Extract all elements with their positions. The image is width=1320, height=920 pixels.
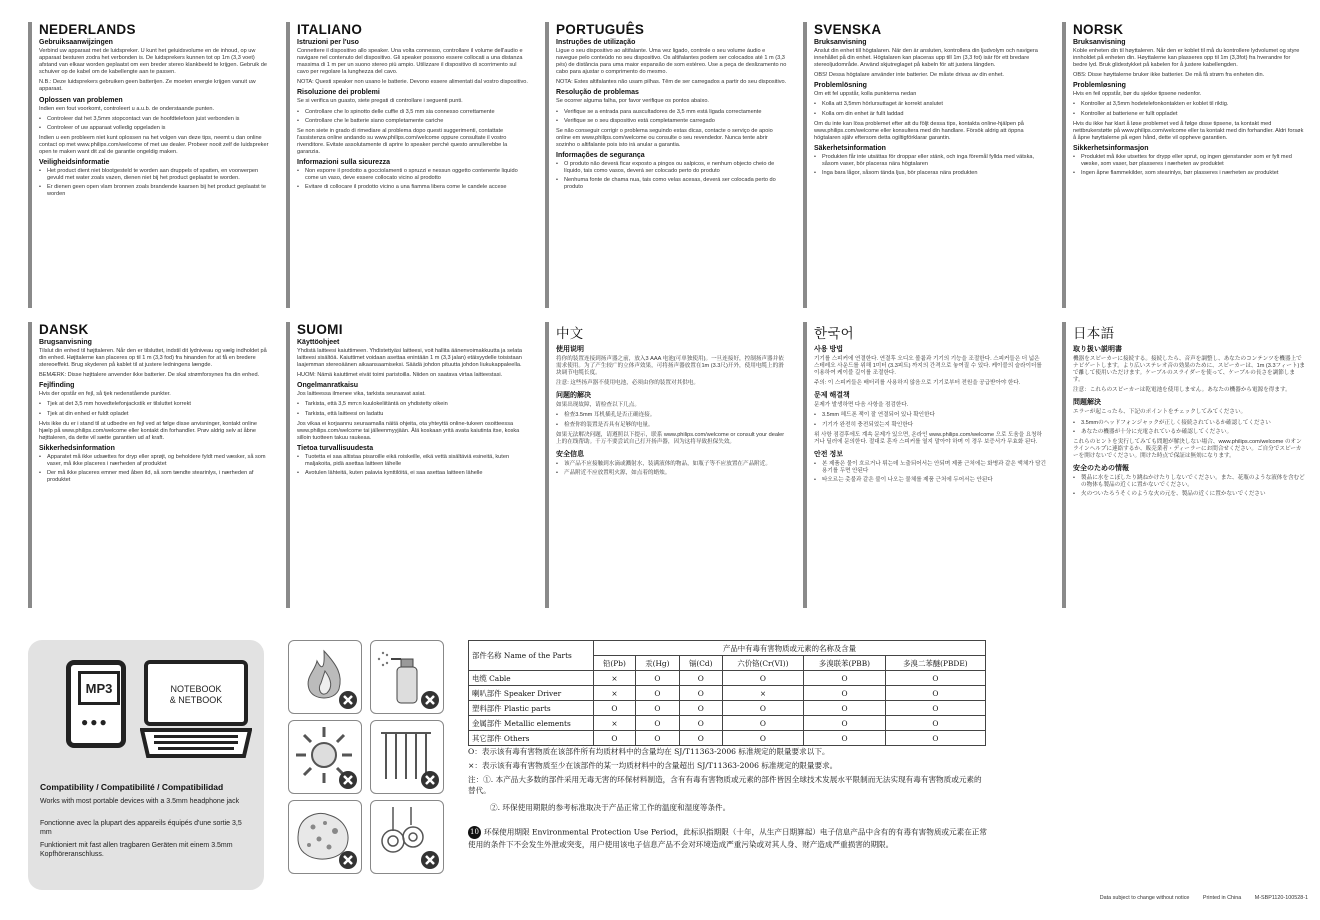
rohs-note-o: O：表示该有毒有害物质在该部件所有均质材料中的含量均在 SJ/T11363-2006 标准规定的限量要求以下。 bbox=[468, 747, 830, 756]
safety-item: • Het product dient niet blootgesteld te worden aan druppels of spatten, en voorwerpen gevuld met water zoals vazen, dienen niet bij het product geplaatst te worden. bbox=[39, 168, 271, 182]
usage-heading: Istruzioni per l'uso bbox=[297, 39, 359, 46]
usage-text: Tilslut din enhed til højttaleren. Når den er tilsluttet, indstil dit lydniveau og vælg indholdet på din enhed. Højttalerne kan placeres op til 1 m (3,3 fod) fra hinanden for at få en bredere stereoeffekt. Brug skyderen på kablet til at justere ledningens længde. bbox=[39, 348, 267, 369]
usage-heading: Gebruiksaanwijzingen bbox=[39, 39, 113, 46]
language-section bbox=[1062, 22, 1305, 308]
safety-item: • 본 제품은 물이 흐르거나 튀는데 노출되어서는 안되며 제품 근처에는 화병과 같은 액체가 담긴 용기를 두면 안된다 bbox=[814, 461, 1046, 475]
troubleshooting-item: • 检查3.5mm 耳机插孔是否正确连接。 bbox=[556, 412, 788, 419]
safety-item: • Avotulen lähteitä, kuten palavia kynttilöitä, ei saa asettaa laitteen lähelle bbox=[297, 470, 529, 477]
table-row bbox=[469, 716, 986, 731]
substance-mark-cell: O bbox=[679, 701, 722, 716]
part-name-cell: 电缆 Cable bbox=[469, 671, 594, 686]
usage-heading: Käyttöohjeet bbox=[297, 339, 340, 346]
substance-header: 多溴联苯(PBB) bbox=[804, 656, 886, 671]
safety-list bbox=[1073, 154, 1305, 177]
safety-item: • Inga bara lågor, såsom tända ljus, bör placeras nära produkten bbox=[814, 170, 1046, 177]
troubleshooting-list bbox=[297, 109, 529, 125]
safety-list bbox=[1073, 475, 1305, 498]
language-title: DANSK bbox=[39, 322, 89, 337]
rohs-note-x: ×：表示该有毒有害物质至少在该部件的某一均质材料中的含量超出 SJ/T11363-2006 标准规定的限量要求。 bbox=[468, 761, 838, 770]
substance-mark-cell: × bbox=[594, 671, 636, 686]
usage-heading: Bruksanvisning bbox=[1073, 39, 1126, 46]
language-section bbox=[803, 22, 1046, 308]
safety-item: • 该产品不应接触到水滴或溅射水，装满液体的物品，如瓶子等不应放置在产品附近。 bbox=[556, 461, 788, 468]
substance-mark-cell: O bbox=[804, 731, 886, 746]
language-section bbox=[28, 22, 271, 308]
troubleshooting-intro: Om ett fel uppstår, kolla punkterna nedan bbox=[814, 91, 917, 98]
safety-item: • 製品に水をこぼしたり跳ねかけたりしないでください。また、花瓶のような液体を含むどの物体も製品の近くに置かないでください。 bbox=[1073, 475, 1305, 489]
language-title: ITALIANO bbox=[297, 22, 363, 37]
table-row bbox=[469, 671, 986, 686]
safety-item: • O produto não deverá ficar exposto a pingos ou salpicos, e nenhum objecto cheio de líquido, tais como vasos, deverá ser colocado perto do produto bbox=[556, 161, 788, 175]
troubleshooting-list bbox=[297, 401, 529, 417]
troubleshooting-intro: 문제가 발생하면 다음 사항을 점검한다. bbox=[814, 402, 909, 409]
troubleshooting-list bbox=[1073, 101, 1305, 117]
troubleshooting-contact: Se não conseguir corrigir o problema seguindo estas dicas, contacte o serviço de apoio online em www.philips.com/welcome ou consulte o seu revendedor. Nunca tente abrir sozinho o altifalante pois isto irá anular a garantia. bbox=[556, 127, 773, 148]
troubleshooting-item: • 기기가 완전히 충전되었는지 확인한다 bbox=[814, 422, 1046, 429]
note-text: 주의: 이 스피커들은 배터리를 사용하지 않음으로 기기로부터 전원을 공급받아야 한다. bbox=[814, 380, 1021, 387]
usage-heading: 取り扱い説明書 bbox=[1073, 346, 1122, 353]
footer-disclaimer: Data subject to change without notice bbox=[1099, 895, 1190, 901]
troubleshooting-heading: 문제 해결책 bbox=[814, 392, 850, 400]
troubleshooting-item: • Kolla om din enhet är fullt laddad bbox=[814, 111, 1046, 118]
sun-icon bbox=[288, 720, 362, 794]
earphone-drop-icon bbox=[370, 800, 444, 874]
mp3-label: MP3 bbox=[78, 671, 120, 705]
substance-header: 汞(Hg) bbox=[635, 656, 679, 671]
usage-text: Yhdistä laitteesi kaiuttimeen. Yhdistettyäsi laitteesi, voit hallita äänenvoimakkuutta ja selata laitteesi sisältöä. Kaiuttimet voidaan asettaa enintään 1 m (3,3 jalan) etäisyydelle toisistaan laajemman stereoäänen aikaansaamiseksi. Säädä johdon pituutta johdon liukukappaleella. bbox=[297, 348, 523, 369]
troubleshooting-item: • Kontroller at batteriene er fullt oppladet bbox=[1073, 111, 1305, 118]
troubleshooting-intro: エラーが起こったら、下記のポイントをチェックしてみてください。 bbox=[1073, 409, 1247, 416]
troubleshooting-list bbox=[556, 109, 788, 125]
troubleshooting-contact: Jos vikaa ei korjaannu seuraamalla näitä ohjeita, ota yhteyttä online-tukeen osoitteessa www.philips.com/welcome tai jälleenmyyjään. Älä koskaan yritä avata kaiutinta itse, koska silloin tuotteen takuu raukeaa. bbox=[297, 420, 520, 441]
substance-mark-cell: × bbox=[594, 716, 636, 731]
substance-mark-cell: O bbox=[679, 716, 722, 731]
epup-text: 环保使用期限 Environmental Protection Use Period，此标识指期限（十年，从生产日期算起）电子信息产品中含有的有毒有害物质或元素在正常使用的条件下不会发生外泄或突变，用户使用该电子信息产品不会对环境造成严重污染或对其人身、财产造成严重损害的期限。 bbox=[468, 827, 987, 849]
troubleshooting-list bbox=[39, 116, 271, 132]
mp3-player-icon bbox=[66, 660, 126, 748]
safety-item: • Nenhuma fonte de chama nua, tais como velas acesas, deverá ser colocada perto do produto bbox=[556, 177, 788, 191]
usage-heading: Instruções de utilização bbox=[556, 39, 636, 46]
safety-heading: 安全信息 bbox=[556, 450, 584, 458]
rohs-note-1: 注：①. 本产品大多数的部件采用无毒无害的环保材料制造，含有有毒有害物质或元素的部件皆因全球技术发展水平限制而无法实现有毒有害物质或元素的替代。 bbox=[468, 775, 982, 795]
troubleshooting-heading: Problemløsning bbox=[1073, 82, 1126, 90]
language-title: PORTUGUÊS bbox=[556, 22, 645, 37]
troubleshooting-item: • Controleer of uw apparaat volledig opgeladen is bbox=[39, 125, 271, 132]
part-name-header: 部件名称 Name of the Parts bbox=[469, 641, 594, 671]
part-name-cell: 塑料部件 Plastic parts bbox=[469, 701, 594, 716]
part-name-cell: 其它部件 Others bbox=[469, 731, 594, 746]
language-title: NORSK bbox=[1073, 22, 1124, 37]
troubleshooting-contact: 如果无法解决问题，请遵照以下提示，联系 www.philips.com/welcome or consult your dealer上的在线帮助。千万不要尝试自己打开扬声器，因为这将导致担保失效。 bbox=[556, 431, 785, 445]
substance-mark-cell: O bbox=[885, 686, 985, 701]
substance-mark-cell: O bbox=[679, 686, 722, 701]
troubleshooting-item: • Verifique se a entrada para auscultadores de 3,5 mm está ligada correctamente bbox=[556, 109, 788, 116]
substance-mark-cell: O bbox=[679, 731, 722, 746]
usage-heading: 使用说明 bbox=[556, 346, 584, 353]
substance-mark-cell: × bbox=[722, 686, 804, 701]
table-row bbox=[469, 701, 986, 716]
substance-mark-cell: O bbox=[885, 731, 985, 746]
safety-item: • Er dienen geen open vlam bronnen zoals brandende kaarsen bij het product geplaatst te worden bbox=[39, 184, 271, 198]
substance-mark-cell: O bbox=[594, 701, 636, 716]
rohs-table-title: 产品中有毒有害物质或元素的名称及含量 bbox=[594, 641, 986, 656]
troubleshooting-item: • Controleer dat het 3,5mm stopcontact van de hoofdtelefoon juist verbonden is bbox=[39, 116, 271, 123]
note-text: 注意：これらのスピーカーは乾電池を使用しません。あなたの機器から電源を得ます。 bbox=[1073, 387, 1291, 394]
substance-header: 铅(Pb) bbox=[594, 656, 636, 671]
troubleshooting-intro: Jos laitteessa ilmenee vika, tarkista seuraavat asiat. bbox=[297, 391, 426, 398]
troubleshooting-intro: Se ocorrer alguma falha, por favor verifique os pontos abaixo. bbox=[556, 98, 709, 105]
safety-list bbox=[297, 454, 529, 477]
table-row bbox=[469, 686, 986, 701]
footer-printed: Printed in China bbox=[1202, 895, 1242, 901]
troubleshooting-intro: Se si verifica un guasto, siete pregati di controllare i seguenti punti. bbox=[297, 98, 463, 105]
substance-mark-cell: O bbox=[635, 701, 679, 716]
substance-mark-cell: O bbox=[635, 686, 679, 701]
usage-text: 将你的装置连接到扬声器之前，放入3 AAA 电池(可单独使用)。一旦连接好，控制扬声器并依需求使用。为了产生较广的立体声效果，可将扬声器放置在1m (3.3尺)开外，使用电缆上的滑块调节电缆长度。 bbox=[556, 356, 784, 377]
troubleshooting-contact: Indien u een probleem niet kunt oplossen na het volgen van deze tips, neemt u dan online contact op met www.philips.com/welcome of met uw dealer. Probeer nooit zelf de luidspreker open te maken want dit zal de garantie ongeldig maken. bbox=[39, 134, 269, 156]
safety-list bbox=[556, 461, 788, 477]
troubleshooting-intro: Hvis en feil oppstår, bør du sjekke tipsene nedenfor. bbox=[1073, 91, 1202, 98]
safety-item: • 타오르는 촛불과 같은 불이 나오는 물체를 제품 근처에 두어서는 안된다 bbox=[814, 477, 1046, 484]
language-section bbox=[286, 22, 529, 308]
troubleshooting-contact: Hvis du ikke har klart å løse problemet ved å følge disse tipsene, ta kontakt med nettbrukerstøtte på www.philips.com/welcome eller ta kontakt med din forhandler. Aldri forsøk å åpne høyttalerne på egen hånd, dette vil oppheve garantien. bbox=[1073, 120, 1304, 141]
substance-mark-cell: O bbox=[722, 701, 804, 716]
troubleshooting-list bbox=[814, 412, 1046, 428]
troubleshooting-item: • あなたの機器が十分に充電されているか確認してください。 bbox=[1073, 429, 1305, 436]
substance-header: 多溴二苯醚(PBDE) bbox=[885, 656, 985, 671]
safety-heading: Veiligheidsinformatie bbox=[39, 159, 110, 167]
note-text: BEMÆRK: Disse højttalere anvender ikke batterier. De skal strømforsynes fra din enhed. bbox=[39, 372, 260, 379]
safety-heading: Informazioni sulla sicurezza bbox=[297, 159, 390, 167]
safety-item: • Tuotetta ei saa altistaa pisaroille eikä roiskeille, eikä vettä sisältäviä esineitä, kuten maljakoita, pidä asettaa laitteen lähelle bbox=[297, 454, 529, 468]
troubleshooting-item: • Tarkista, että 3,5 mm:n kuulokeliitäntä on yhdistetty oikein bbox=[297, 401, 529, 408]
language-title: 中文 bbox=[556, 326, 584, 341]
substance-mark-cell: O bbox=[635, 731, 679, 746]
sponge-icon bbox=[288, 800, 362, 874]
safety-item: • Der må ikke placeres emner med åben ild, så som tændte stearinlys, i nærheden af produktet bbox=[39, 470, 271, 484]
laptop-label bbox=[152, 684, 240, 706]
language-section bbox=[803, 322, 1046, 608]
troubleshooting-contact: Om du inte kan lösa problemet efter att du följt dessa tips, kontakta online-hjälpen på www.philips.com/welcome eller konsultera med din handlare. Försök aldrig att öppna högtalaren själv eftersom detta ogiltigförklarar garantin. bbox=[814, 120, 1024, 141]
rohs-table bbox=[468, 640, 986, 746]
troubleshooting-item: • Tjek at det 3,5 mm hovedtelefonjackstik er tilsluttet korrekt bbox=[39, 401, 271, 408]
language-section bbox=[1062, 322, 1305, 608]
substance-mark-cell: O bbox=[722, 671, 804, 686]
substance-header: 六价铬(Cr(VI)) bbox=[722, 656, 804, 671]
safety-heading: 안전 정보 bbox=[814, 450, 843, 458]
safety-item: • 产品附近不应放置明火源，如点着的蜡烛。 bbox=[556, 470, 788, 477]
troubleshooting-item: • 3.5mmのヘッドフォンジャックが正しく接続されているか確認してください bbox=[1073, 420, 1305, 427]
compat-title: Compatibility / Compatibilité / Compatibilidad bbox=[40, 782, 224, 792]
flame-icon bbox=[288, 640, 362, 714]
troubleshooting-item: • 检查你的装置是否具有足够的电量。 bbox=[556, 422, 788, 429]
language-title: SUOMI bbox=[297, 322, 343, 337]
usage-text: Koble enheten din til høyttaleren. Når den er koblet til må du kontrollere lydvolumet og styre innholdet på enheten din. Høyttalerne kan plasseres opp til 1m (3,3fot) fra hverandre for bedre lyd. Bruk glidestykket på kabelen for å justere kabellengden. bbox=[1073, 48, 1300, 69]
compat-de: Funktioniert mit fast allen tragbaren Geräten mit einem 3.5mm Kopfhöreranschluss. bbox=[40, 842, 233, 858]
spray-icon bbox=[370, 640, 444, 714]
usage-text: Anslut din enhet till högtalaren. När den är ansluten, kontrollera din ljudvolym och navigera innehållet på din enhet. Högtalaren kan placeras upp till 1m (3,3 fot) isär för ett bredare stereoljudområde. Använd skjutreglaget på kabeln för att justera längden. bbox=[814, 48, 1038, 69]
troubleshooting-intro: 如果出现故障，请检查以下几点。 bbox=[556, 402, 640, 409]
language-title: 日本語 bbox=[1073, 326, 1115, 341]
troubleshooting-contact: これらのヒントを実行してみても問題が解決しない場合、www.philips.com/welcome のオンラインヘルプに連絡するか、販売業者・ディーラーにお問合せください。ご自分でスピーカーを開けないでください。開けた時点で保証は無効になります。 bbox=[1073, 438, 1302, 459]
troubleshooting-heading: Ongelmanratkaisu bbox=[297, 382, 359, 390]
safety-item: • Produkten får inte utsättas för droppar eller stänk, och inga föremål fyllda med vätska, såsom vaser, bör placeras nära högtalaren bbox=[814, 154, 1046, 168]
troubleshooting-heading: 問題解決 bbox=[1073, 399, 1101, 407]
substance-mark-cell: O bbox=[594, 731, 636, 746]
usage-text: Verbind uw apparaat met de luidspreker. U kunt het geluidsvolume en de inhoud, op uw apparaat besturen zodra het verbonden is. De luidsprekers kunnen tot op 1m (3,3 voet) afstand van elkaar worden geplaatst om een breder stereo klankbeeld te krijgen. Gebruik de schuiver op de kabel om de kabellengte aan te passen. bbox=[39, 48, 267, 76]
heat-radiator-icon bbox=[370, 720, 444, 794]
troubleshooting-intro: Hvis der opstår en fejl, så tjek nedenstående punkter. bbox=[39, 391, 171, 398]
troubleshooting-heading: 问题的解决 bbox=[556, 392, 591, 400]
troubleshooting-heading: Problemlösning bbox=[814, 82, 867, 90]
language-section bbox=[545, 22, 788, 308]
usage-text: Ligue o seu dispositivo ao altifalante. Uma vez ligado, controle o seu volume áudio e navegue pelo conteúdo no seu dispositivo. Os altifalantes podem ser colocados até 1 m (3,3 pés) de distância para uma maior expansão de som estéreo. Use a peça de deslizamento no cabo para ajustar o comprimento do mesmo. bbox=[556, 48, 787, 76]
substance-mark-cell: O bbox=[804, 686, 886, 701]
substance-mark-cell: O bbox=[885, 671, 985, 686]
compat-fr: Fonctionne avec la plupart des appareils équipés d'une sortie 3,5 mm bbox=[40, 820, 242, 836]
safety-item: • Non esporre il prodotto a gocciolamenti o spruzzi e nessun oggetto contenente liquido come un vaso, deve essere collocato vicino al prodotto bbox=[297, 168, 529, 182]
language-section bbox=[545, 322, 788, 608]
safety-item: • Apparatet må ikke udsættes for dryp eller sprøjt, og beholdere fyldt med væsker, så som vaser, må ikke placeres i nærheden af produktet bbox=[39, 454, 271, 468]
language-section bbox=[286, 322, 529, 608]
epup-badge-icon: 10 bbox=[468, 826, 481, 839]
laptop-label-line-1: NOTEBOOK bbox=[170, 684, 222, 694]
rohs-note-2: ②. 环保使用期限的参考标准取决于产品正常工作的温度和湿度等条件。 bbox=[490, 803, 731, 812]
note-text: NOTA: Questi speaker non usano le batterie. Devono essere alimentati dal vostro dispositivo. bbox=[297, 79, 528, 86]
troubleshooting-item: • Tarkista, että laitteesi on ladattu bbox=[297, 411, 529, 418]
substance-mark-cell: O bbox=[804, 716, 886, 731]
table-row bbox=[469, 731, 986, 746]
note-text: N.B.: Deze luidsprekers gebruiken geen batterijen. Ze moeten energie krijgen vanuit uw apparaat. bbox=[39, 79, 256, 93]
note-text: NOTA: Estes altifalantes não usam pilhas. Têm de ser carregados a partir do seu dispositivo. bbox=[556, 79, 787, 86]
usage-heading: Bruksanvisning bbox=[814, 39, 867, 46]
compatibility-box bbox=[28, 640, 264, 890]
troubleshooting-list bbox=[1073, 420, 1305, 436]
usage-heading: 사용 방법 bbox=[814, 346, 843, 353]
troubleshooting-item: • Kontroller at 3,5mm hodetelefonkontakten er koblet til riktig. bbox=[1073, 101, 1305, 108]
troubleshooting-item: • Verifique se o seu dispositivo está completamente carregado bbox=[556, 118, 788, 125]
safety-heading: Sikkerhetsinformasjon bbox=[1073, 144, 1149, 152]
substance-mark-cell: O bbox=[679, 671, 722, 686]
troubleshooting-heading: Fejlfinding bbox=[39, 382, 75, 390]
part-name-cell: 金属部件 Metallic elements bbox=[469, 716, 594, 731]
troubleshooting-intro: Indien een fout voorkomt, controleert u a.u.b. de onderstaande punten. bbox=[39, 105, 215, 112]
troubleshooting-heading: Risoluzione dei problemi bbox=[297, 89, 380, 97]
safety-item: • Evitare di collocare il prodotto vicino a una fiamma libera come le candele accese bbox=[297, 184, 529, 191]
compat-en: Works with most portable devices with a 3.5mm headphone jack bbox=[40, 798, 240, 805]
usage-text: Connettere il dispositivo allo speaker. Una volta connesso, controllare il volume dell'audio e navigare nel contenuto del dispositivo. Gli speaker possono essere collocati a una distanza massima di 1 m per un suono stereo più ampio. Utilizzare il dispositivo di scorrimento sul cavo per regolare la lunghezza del cavo. bbox=[297, 48, 523, 76]
usage-text: 기기를 스피커에 연결한다. 연결후 오디오 볼륨과 기기의 기능을 조절한다. 스피커들은 더 넓은 스테레오 사운드를 위해 1미터 (3.3피트) 까지의 간격으로 놓여질 수 있다. 케이블의 슬라이더를 이용하여 케이블 길이를 조절한다. bbox=[814, 356, 1042, 377]
safety-list bbox=[297, 168, 529, 191]
usage-heading: Brugsanvisning bbox=[39, 339, 92, 346]
safety-heading: Säkerhetsinformation bbox=[814, 144, 886, 152]
troubleshooting-list bbox=[814, 101, 1046, 117]
laptop-icon bbox=[140, 660, 252, 765]
part-name-cell: 喇叭部件 Speaker Driver bbox=[469, 686, 594, 701]
mp3-buttons: ●●● bbox=[81, 715, 109, 729]
troubleshooting-heading: Oplossen van problemen bbox=[39, 96, 123, 104]
troubleshooting-list bbox=[556, 412, 788, 428]
safety-item: • Ingen åpne flammekilder, som stearinlys, bør plasseres i nærheten av produktet bbox=[1073, 170, 1305, 177]
note-text: HUOM: Nämä kaiuttimet eivät toimi paristoilla. Niiden on saatava virtaa laitteestasi. bbox=[297, 372, 503, 379]
safety-list bbox=[814, 154, 1046, 177]
safety-list bbox=[814, 461, 1046, 484]
safety-list bbox=[39, 454, 271, 484]
substance-mark-cell: O bbox=[722, 731, 804, 746]
troubleshooting-list bbox=[39, 401, 271, 417]
substance-mark-cell: × bbox=[594, 686, 636, 701]
troubleshooting-item: • Controllare che lo spinotto delle cuffie di 3,5 mm sia connesso correttamente bbox=[297, 109, 529, 116]
troubleshooting-contact: 위 사항 점검후에도 계속 문제가 있으면, 온라인 www.philips.com/welcome 으로 도움을 요청하거나 딜러에 문의한다. 절대로 혼자 스피커를 열지 말아야 하며 이 경우 보증서가 무효화 된다. bbox=[814, 431, 1042, 445]
troubleshooting-contact: Hvis ikke du er i stand til at udbedre en fejl ved at følge disse anvisninger, kontakt online hjælp på www.philips.com/welcome eller kontakt din forhandler. Prøv aldrig selv at åbne højttaleren, da dette vil sætte garantien ud af kraft. bbox=[39, 420, 257, 441]
footer-code: M-SBP1120-100528-1 bbox=[1254, 895, 1308, 901]
safety-list bbox=[556, 161, 788, 191]
language-title: NEDERLANDS bbox=[39, 22, 136, 37]
safety-item: • 火のついたろうそくのような火の元を、製品の近くに置かないでください bbox=[1073, 491, 1305, 498]
laptop-label-line-2: & NETBOOK bbox=[169, 695, 223, 705]
troubleshooting-item: • 3.5mm 헤드폰 잭이 잘 연결되어 있나 확인한다 bbox=[814, 412, 1046, 419]
safety-list bbox=[39, 168, 271, 198]
safety-heading: 安全のための情報 bbox=[1073, 465, 1129, 473]
troubleshooting-item: • Tjek at din enhed er fuldt opladet bbox=[39, 411, 271, 418]
rohs-epup bbox=[468, 826, 988, 850]
language-section bbox=[28, 322, 271, 608]
language-title: SVENSKA bbox=[814, 22, 882, 37]
substance-mark-cell: O bbox=[885, 701, 985, 716]
substance-mark-cell: O bbox=[635, 671, 679, 686]
safety-heading: Tietoa turvallisuudesta bbox=[297, 444, 374, 452]
troubleshooting-heading: Resolução de problemas bbox=[556, 89, 639, 97]
substance-mark-cell: O bbox=[804, 701, 886, 716]
footer bbox=[1088, 895, 1308, 901]
troubleshooting-item: • Controllare che le batterie siano completamente cariche bbox=[297, 118, 529, 125]
safety-item: • Produktet må ikke utsettes for drypp eller sprut, og ingen gjenstander som er fylt med væske, som vaser, bør plasseres i nærheten av produktet bbox=[1073, 154, 1305, 168]
language-title: 한국어 bbox=[814, 326, 855, 341]
substance-mark-cell: O bbox=[635, 716, 679, 731]
troubleshooting-item: • Kolla att 3,5mm hörlursuttaget är korrekt anslutet bbox=[814, 101, 1046, 108]
usage-text: 機器をスピーカーに接続する。接続したら、音声を調整し、あなたのコンテンツを機器上でナビゲートします。より広いステレオ音の効果のために、スピーカーは、1m (3.3フィート)まで離して使用いただけます。ケーブルのスライダーを使って、ケーブルの長さを調節します。 bbox=[1073, 356, 1305, 384]
substance-header: 镉(Cd) bbox=[679, 656, 722, 671]
substance-mark-cell: O bbox=[804, 671, 886, 686]
substance-mark-cell: O bbox=[722, 716, 804, 731]
troubleshooting-contact: Se non siete in grado di rimediare al problema dopo questi suggerimenti, contattate l'assistenza online andando su www.philips.com/welcome oppure consultate il vostro rivenditore. Evitate assolutamente di aprire lo speaker perché questo annullerebbe la garanzia. bbox=[297, 127, 508, 156]
substance-mark-cell: O bbox=[885, 716, 985, 731]
note-text: OBS: Disse høyttalerne bruker ikke batterier. De må få strøm fra enheten din. bbox=[1073, 72, 1265, 79]
note-text: OBS! Dessa högtalare använder inte batterier. De måste drivas av din enhet. bbox=[814, 72, 1004, 79]
safety-heading: Sikkerhedsinformation bbox=[39, 444, 115, 452]
safety-heading: Informações de segurança bbox=[556, 152, 645, 160]
note-text: 注意: 这些扬声器不使用电池，必须由你的装置对其供电。 bbox=[556, 380, 699, 387]
